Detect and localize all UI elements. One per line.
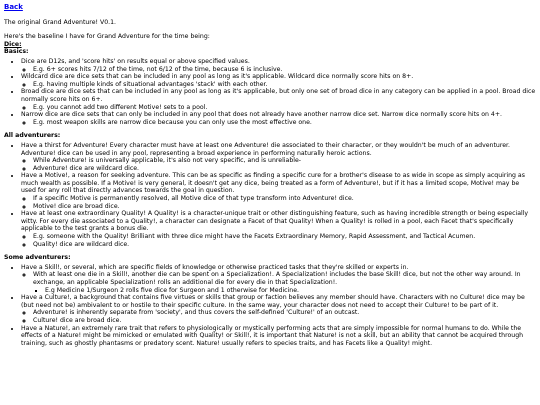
list-item-text: Have a thirst for Adventure! Every character must have at least one Adventure! die associated to their character, or they wouldn't be much of an adventurer. Adventure! dice can be used in any pool, representing a broad experience in performing naturally heroic actions. [21,141,510,157]
list-item [21,111,536,126]
basics-list [4,58,536,126]
sub-list-item: ◦ Adventure! is inherently separate from 'society', and thus covers the self-defined 'Culture!' of an outcast. [33,309,536,317]
list-item-text: Dice are D12s, and 'score hits' on results equal or above specified values. [21,57,250,65]
all-adventurers-heading: All adventurers: [4,132,61,140]
back-link[interactable]: Back [4,3,23,11]
all-adventurers-list [4,142,536,248]
list-item-text: Have a Skill!, or several, which are specific fields of knowledge or otherwise practiced tasks that they're skilled or experts in. [21,263,409,271]
list-item-text: Have a Motive!, a reason for seeking adventure. This can be as specific as finding a specific cure for a brother's disease to as wide in scope as simply acquiring as much wealth as possible. If a Motive! is very general, it doesn't get any dice, being treated as a form of Adventure!, but if it has a limited scope, Motive! may be used for any roll that directly advances towards the goal in question. [21,172,525,195]
some-adventurers-heading: Some adventurers: [4,254,71,262]
sub-list-item: ◦ Culture! dice are broad dice. [33,317,536,325]
list-item [21,264,536,294]
list-item-text: Wildcard dice are dice sets that can be included in any pool as long as it's applicable. Wildcard dice normally score hits on 8+. [21,73,414,81]
list-item [21,142,536,172]
sub-list-item: ◦ While Adventure! is universally applicable, it's also not very specific, and is unreliable- [33,157,536,165]
sub-sub-list-item: ▪ E.g Medicine 1/Surgeon 2 rolls five dice for Surgeon and 1 otherwise for Medicine. [45,287,536,295]
intro-line-1: The original Grand Adventure! V0.1. [4,18,117,26]
sub-list-item: ◦ E.g. 6+ scores hits 7/12 of the time, not 6/12 of the time, because 6 is inclusive. [33,66,536,74]
list-item [21,88,536,111]
list-item [21,73,536,88]
sub-list-item: ◦ E.g. having multiple kinds of situational advantages 'stack' with each other. [33,81,536,89]
list-item [21,294,536,324]
list-item-text: Broad dice are dice sets that can be included in any pool as long as it's applicable, but only one set of broad dice in any category can be applied in a pool. Broad dice normally score hits on 6+. [21,88,536,103]
basics-heading: Basics: [4,48,29,56]
list-item [21,325,536,348]
sub-list-item: ◦ E.g. most weapon skills are narrow dice because you can only use the most effective one. [33,119,536,127]
sub-list-item: ◦ If a specific Motive is permanently resolved, all Motive dice of that type transform into Adventure! dice. [33,195,536,203]
sub-list-item-text: With at least one die in a Skill!, another die can be spent on a Specialization!. A Specialization! includes the base Skill! dice, but not the other way around. In exchange, an applicable Specialization! rolls an additional die for every die in that Specialization!. [33,271,521,286]
sub-list-item: ◦ Motive! dice are broad dice. [33,203,536,211]
dice-heading: Dice: [4,40,22,48]
sub-list-item [33,271,536,294]
list-item-text: Have at least one extraordinary Quality! A Quality! is a character-unique trait or other distinguishing feature, such as having incredible strength or being especially witty. For every die associated to a Quality!, a character can designate a Facet of that Quality! When a Quality! is rolled in a pool, each Facet that's specifically applicable to the test grants a bonus die. [21,210,529,233]
list-item [21,210,536,248]
intro-line-2: Here's the baseline I have for Grand Adventure for the time being: [4,33,210,41]
list-item [21,172,536,210]
list-item-text: Have a Culture!, a background that contains five virtues or skills that group or faction believes any member should have. Characters with no Culture! dice may be (but need not be) ambivalent to or hostile to their specific culture. In the same way, your character does not need to accept their Culture! to be part of it. [21,294,525,309]
some-adventurers-list [4,264,536,348]
list-item [21,58,536,73]
sub-list-item: ◦ Quality! dice are wildcard dice. [33,241,536,249]
list-item-text: Narrow dice are dice sets that can only be included in any pool that does not already have another narrow dice set. Narrow dice normally score hits on 4+. [21,111,503,119]
sub-list-item: ◦ E.g. you cannot add two different Motive! sets to a pool. [33,104,536,112]
list-item-text: Have a Nature!, an extremely rare trait that refers to physiologically or mystically performing acts that are simply impossible for normal humans to do. While the effects of a Nature! might be mimicked or emulated with Quality! or Skill!, it is important that Nature! is not a skill, but an ability that cannot be acquired through training, such as ghostly phantasms or predatory scent. Nature! usually refers to species traits, and has Facets like a Quality! might. [21,324,524,347]
sub-list-item: ◦ E.g. someone with the Quality! Brilliant with three dice might have the Facets Extraordinary Memory, Rapid Assessment, and Tactical Acumen. [33,233,536,241]
sub-list-item: ◦ Adventure! dice are wildcard dice. [33,165,536,173]
